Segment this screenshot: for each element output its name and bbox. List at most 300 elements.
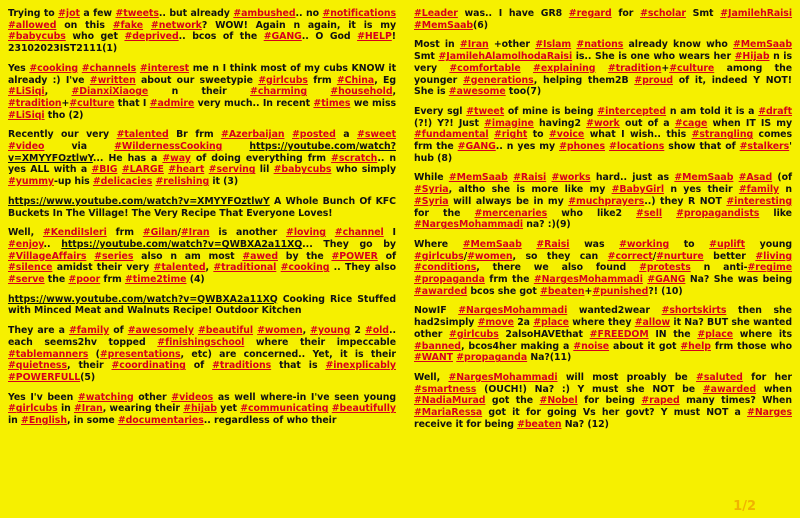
text-segment: ... He has a (92, 152, 163, 164)
text-segment: for (611, 8, 641, 19)
hashtag-link[interactable]: #Raisi (513, 172, 547, 184)
text-segment (522, 239, 537, 250)
hashtag-link[interactable]: #work (586, 117, 620, 129)
text-segment: .. bcos of the (178, 31, 264, 43)
hashtag-link[interactable]: #posted (291, 129, 336, 141)
hashtag-link[interactable]: #deprived (124, 31, 179, 43)
text-segment: (OUCH!) Na? :) Y must she NOT be (476, 383, 703, 395)
text-segment: .. n yes my (495, 141, 560, 153)
hashtag-link[interactable]: #WANT (414, 352, 454, 364)
text-segment: it Na? BUT she wanted other (414, 317, 792, 340)
url-link[interactable]: https://www.youtube.com/watch?v=XMYYFOztlwY (8, 195, 270, 207)
text-segment: , altho she is more like my (448, 184, 612, 196)
hashtag-link[interactable]: #girlcubs (449, 328, 499, 340)
hashtag-link[interactable]: #mercenaries (474, 207, 548, 219)
text-segment: to (669, 238, 710, 250)
text-segment: was.. I have GR8 (457, 8, 569, 19)
text-segment: what I wish.. this (584, 129, 692, 141)
hashtag-link[interactable]: #family (738, 184, 780, 196)
text-segment: / (652, 250, 657, 262)
text-segment: then she had2simply (414, 305, 792, 329)
text-segment: , Eg (374, 74, 397, 86)
text-segment: , (302, 325, 311, 337)
hashtag-link[interactable]: #traditions (212, 360, 272, 372)
text-segment: where they (568, 317, 635, 329)
hashtag-link[interactable]: #interest (139, 62, 190, 74)
hashtag-link[interactable]: #MemSaab (462, 238, 522, 250)
hashtag-link[interactable]: #POWERFULL (8, 371, 81, 383)
hashtag-link[interactable]: #raped (641, 395, 680, 407)
text-segment: got the (485, 395, 540, 407)
text-segment: + (661, 62, 670, 74)
hashtag-link[interactable]: #VillageAffairs (8, 250, 87, 262)
text-segment (326, 227, 335, 238)
hashtag-link[interactable]: #channels (81, 62, 137, 74)
hashtag-link[interactable]: #watching (77, 391, 134, 403)
hashtag-link[interactable]: #loving (286, 227, 326, 239)
hashtag-link[interactable]: #noise (573, 340, 610, 352)
hashtag-link[interactable]: #fake (112, 19, 144, 31)
hashtag-link[interactable]: #strangling (691, 129, 754, 141)
hashtag-link[interactable]: #GANG (263, 31, 302, 43)
hashtag-link[interactable]: #propagandists (676, 207, 760, 219)
text-segment: Where (414, 238, 463, 250)
hashtag-link[interactable]: #right (494, 129, 528, 141)
text-segment: , (392, 86, 396, 98)
text-segment: Yes I'v been (8, 391, 78, 403)
text-segment: among the younger (414, 62, 793, 86)
text-segment: who simply (331, 164, 397, 176)
tweet-paragraph (414, 305, 792, 364)
hashtag-link[interactable]: #beaten (517, 418, 562, 430)
hashtag-link[interactable]: #FREEDOM (589, 328, 649, 340)
hashtag-link[interactable]: #Leader (414, 8, 458, 19)
text-segment: Smt (414, 51, 439, 63)
hashtag-link[interactable]: #MariaRessa (414, 407, 483, 419)
text-segment: many times? When (679, 395, 792, 407)
text-segment: .. each seems2hv topped (8, 325, 396, 348)
hashtag-link[interactable]: #MemSaab (448, 172, 508, 184)
hashtag-link[interactable]: #Iran (180, 227, 210, 239)
hashtag-link[interactable]: #babycubs (8, 31, 66, 43)
hashtag-link[interactable]: #old (364, 325, 389, 337)
hashtag-link[interactable]: #awarded (702, 383, 757, 395)
hashtag-link[interactable]: #video (8, 141, 45, 153)
hashtag-link[interactable]: #WildernessCooking (114, 141, 223, 153)
hashtag-link[interactable]: #videos (171, 391, 214, 403)
text-segment: in (8, 415, 22, 427)
hashtag-link[interactable]: #serving (208, 164, 256, 176)
text-segment: will most proably be (557, 371, 697, 383)
hashtag-link[interactable]: #banned (414, 340, 461, 352)
text-segment: (6) (473, 19, 488, 31)
text-segment: too(7) (505, 86, 542, 98)
hashtag-link[interactable]: #women (257, 325, 303, 337)
hashtag-link[interactable]: #tablemanners (8, 348, 89, 360)
hashtag-link[interactable]: #LiSiqi (8, 86, 45, 98)
hashtag-link[interactable]: #HELP (357, 31, 392, 43)
hashtag-link[interactable]: #NargesMohammadi (448, 371, 558, 383)
text-segment: , (44, 86, 72, 98)
hashtag-link[interactable]: #tweets (115, 8, 159, 19)
hashtag-link[interactable]: #conditions (414, 262, 477, 274)
tweet-paragraph (414, 239, 792, 298)
hashtag-link[interactable]: #locations (609, 141, 665, 153)
hashtag-link[interactable]: #inexplicably (325, 360, 396, 372)
hashtag-link[interactable]: #smartness (414, 383, 477, 395)
text-segment: via (44, 141, 115, 153)
hashtag-link[interactable]: #traditional (213, 262, 277, 274)
text-segment: na? :)(9) (523, 219, 571, 231)
tweet-paragraph (8, 63, 396, 122)
text-segment: got it for going Vs her govt? Y must NOT a (482, 407, 748, 419)
hashtag-link[interactable]: #DianxiXiaoge (71, 86, 149, 98)
hashtag-link[interactable]: #regard (568, 8, 612, 19)
text-segment: They are a (8, 325, 69, 337)
hashtag-link[interactable]: #tweet (466, 105, 505, 117)
hashtag-link[interactable]: #Azerbaijan (221, 129, 285, 141)
text-segment: ' hub (8) (414, 141, 792, 164)
text-segment: better (703, 250, 756, 262)
hashtag-link[interactable]: #talented (153, 262, 206, 274)
hashtag-link[interactable]: #generations (462, 74, 534, 86)
hashtag-link[interactable]: #help (680, 340, 711, 352)
text-segment: amidst their very (52, 262, 154, 274)
tweet-paragraph (414, 8, 792, 31)
hashtag-link[interactable]: #yummy (8, 176, 54, 188)
text-segment: young (745, 238, 792, 250)
text-segment: on this (56, 19, 113, 31)
text-segment: we miss (350, 97, 396, 109)
hashtag-link[interactable]: #Asad (738, 172, 773, 184)
hashtag-link[interactable]: #tradition (8, 97, 62, 109)
hashtag-link[interactable]: #Raisi (536, 238, 570, 250)
hashtag-link[interactable]: #family (68, 325, 110, 337)
hashtag-link[interactable]: #KendiIsleri (42, 227, 107, 239)
text-segment: .. regardless of who their (203, 415, 337, 427)
hashtag-link[interactable]: #network (150, 19, 202, 31)
hashtag-link[interactable]: #written (89, 74, 136, 86)
text-segment: , (205, 262, 214, 274)
hashtag-link[interactable]: #awesomely (127, 325, 194, 337)
hashtag-link[interactable]: #English (21, 415, 67, 427)
text-segment: While (414, 172, 449, 184)
text-segment: that is (271, 360, 326, 372)
text-segment: frm (106, 227, 143, 239)
hashtag-link[interactable]: #culture (69, 97, 115, 109)
hashtag-link[interactable]: #place (697, 328, 734, 340)
tweet-paragraph (8, 294, 396, 317)
hashtag-link[interactable]: #intercepted (597, 105, 667, 117)
hashtag-link[interactable]: #explaining (533, 62, 596, 74)
hashtag-link[interactable]: #silence (8, 262, 53, 274)
hashtag-link[interactable]: #JamilehAlamolhodaRaisi (438, 51, 573, 63)
text-segment: Br frm (168, 129, 222, 141)
hashtag-link[interactable]: #NargesMohammadi (458, 305, 568, 317)
hashtag-link[interactable]: #POWER (331, 250, 378, 262)
text-segment: when IT IS my (707, 117, 793, 129)
hashtag-link[interactable]: #talented (116, 129, 169, 141)
hashtag-link[interactable]: #place (533, 317, 569, 329)
hashtag-link[interactable]: #voice (549, 129, 585, 141)
hashtag-link[interactable]: #notifications (322, 8, 396, 19)
hashtag-link[interactable]: #Gilan (142, 227, 178, 239)
hashtag-link[interactable]: #uplift (709, 238, 746, 250)
hashtag-link[interactable]: #girlcubs (414, 250, 464, 262)
url-link[interactable]: https://youtube.com/watch?v=QWBXA2a11XQ (61, 238, 303, 250)
hashtag-link[interactable]: #tradition (607, 62, 662, 74)
text-segment: n (779, 184, 793, 196)
text-segment: ? WOW! Again n again, it is my (201, 19, 397, 31)
text-segment: bcos she got (467, 285, 541, 297)
hashtag-link[interactable]: #China (336, 74, 375, 86)
text-segment: , in some (66, 415, 118, 427)
hashtag-link[interactable]: #BabyGirl (611, 184, 665, 196)
text-segment: for being (577, 395, 642, 407)
hashtag-link[interactable]: #way (162, 152, 191, 164)
hashtag-link[interactable]: #interesting (726, 195, 792, 207)
hashtag-link[interactable]: #Syria (414, 195, 449, 207)
hashtag-link[interactable]: #comfortable (449, 62, 521, 74)
hashtag-link[interactable]: #protests (639, 262, 691, 274)
hashtag-link[interactable]: #awesome (448, 86, 506, 98)
hashtag-link[interactable]: #enjoy (8, 238, 44, 250)
tweet-paragraph (8, 227, 396, 286)
hashtag-link[interactable]: #NadiaMurad (414, 395, 486, 407)
tweet-paragraph (8, 325, 396, 384)
hashtag-link[interactable]: #times (313, 97, 351, 109)
hashtag-link[interactable]: #hijab (183, 403, 217, 415)
text-segment: Recently our very (8, 129, 117, 141)
text-segment: n is very (414, 51, 792, 74)
text-segment: ?! (10) (648, 285, 683, 297)
text-segment: 2alsoHAVEthat (498, 328, 590, 340)
hashtag-link[interactable]: #awarded (414, 285, 468, 297)
hashtag-link[interactable]: #Narges (747, 407, 792, 419)
hashtag-link[interactable]: #Iran (459, 39, 489, 51)
hashtag-link[interactable]: #draft (758, 105, 792, 117)
hashtag-link[interactable]: #finishingschool (157, 336, 245, 348)
url-link[interactable]: https://www.youtube.com/watch?v=QWBXA2a11XQ (8, 293, 278, 305)
hashtag-link[interactable]: #babycubs (273, 164, 332, 176)
hashtag-link[interactable]: #allowed (8, 19, 57, 31)
hashtag-link[interactable]: #shortskirts (661, 305, 727, 317)
text-segment: 2a (513, 317, 534, 329)
hashtag-link[interactable]: #channel (334, 227, 384, 239)
text-segment: for the (414, 207, 475, 219)
text-segment: .. (43, 238, 62, 250)
hashtag-link[interactable]: #documentaries (117, 415, 204, 427)
hashtag-link[interactable]: #beaten (540, 285, 585, 297)
hashtag-link[interactable]: #cage (674, 117, 708, 129)
hashtag-link[interactable]: #Hijab (734, 51, 770, 63)
tweet-paragraph (414, 39, 792, 98)
hashtag-link[interactable]: #Syria (414, 184, 449, 196)
text-segment: (4) (186, 274, 205, 286)
hashtag-link[interactable]: #stalkers (739, 141, 790, 153)
text-segment: where their impeccable (244, 336, 396, 348)
text-segment: frm (100, 274, 125, 286)
hashtag-link[interactable]: #heart (168, 164, 205, 176)
hashtag-link[interactable]: #GANG (647, 274, 686, 286)
tweet-paragraph (8, 129, 396, 188)
hashtag-link[interactable]: #move (477, 317, 514, 329)
text-segment: having2 (533, 117, 587, 129)
tweet-paragraph (8, 8, 396, 55)
text-segment (662, 208, 676, 219)
text-segment: A Whole Bunch Of KFC Buckets In The Village! The Very Recipe That Everyone Loves! (8, 195, 396, 219)
text-segment: n anti- (690, 262, 748, 274)
hashtag-link[interactable]: #MemSaab (674, 172, 734, 184)
text-segment: + (584, 285, 593, 297)
text-segment: show that of (664, 141, 740, 153)
hashtag-link[interactable]: #culture (669, 62, 715, 74)
text-segment: .. (644, 195, 652, 207)
text-segment: frm the (484, 274, 534, 286)
text-segment: by the (278, 250, 332, 262)
hashtag-link[interactable]: #coordinating (111, 360, 186, 372)
hashtag-link[interactable]: #living (755, 250, 792, 262)
hashtag-link[interactable]: #propaganda (414, 274, 485, 286)
text-segment: Na? She was being (685, 274, 792, 286)
hashtag-link[interactable]: #sweet (357, 129, 397, 141)
text-segment: frm those who (710, 340, 793, 352)
hashtag-link[interactable]: #MemSaab (414, 19, 474, 31)
text-segment: , etc) are concerned.. Yet, it is their (180, 348, 396, 360)
hashtag-link[interactable]: #Iran (73, 403, 103, 415)
text-segment: Every sgl (414, 105, 467, 117)
hashtag-link[interactable]: #MemSaab (732, 39, 792, 51)
right-column (414, 8, 792, 518)
hashtag-link[interactable]: #ambushed (233, 8, 296, 19)
hashtag-link[interactable]: #imagine (484, 117, 534, 129)
text-segment: hard.. just as (590, 172, 675, 184)
text-segment: is another (209, 227, 287, 239)
hashtag-link[interactable]: #Islam (535, 39, 572, 51)
text-segment (595, 63, 607, 74)
text-segment: lil (255, 164, 274, 176)
hashtag-link[interactable]: #Nobel (539, 395, 578, 407)
hashtag-link[interactable]: #punished (592, 285, 649, 297)
hashtag-link[interactable]: #girlcubs (8, 403, 58, 415)
hashtag-link[interactable]: #saluted (696, 371, 743, 383)
hashtag-link[interactable]: #proud (634, 74, 673, 86)
hashtag-link[interactable]: #LARGE (121, 164, 164, 176)
text-segment: 2 (350, 325, 365, 337)
text-segment: .. n yes ALL with a (8, 152, 396, 176)
hashtag-link[interactable]: #young (310, 325, 351, 337)
hashtag-link[interactable]: #poor (68, 274, 101, 286)
hashtag-link[interactable]: #works (551, 172, 591, 184)
hashtag-link[interactable]: #cooking (280, 262, 330, 274)
text-segment: .. O God (301, 31, 358, 43)
text-segment: Most in (414, 39, 460, 51)
hashtag-link[interactable]: #allow (634, 317, 671, 329)
text-segment (86, 251, 94, 262)
text-segment: +other (488, 39, 536, 51)
hashtag-link[interactable]: #nurture (656, 250, 704, 262)
text-segment (143, 20, 151, 31)
text-segment: IN the (648, 328, 698, 340)
hashtag-link[interactable]: #serve (8, 274, 45, 286)
hashtag-link[interactable]: #quietness (8, 360, 67, 372)
hashtag-link[interactable]: #LiSiqi (8, 109, 45, 121)
text-segment (307, 86, 330, 97)
hashtag-link[interactable]: #NargesMohammadi (533, 274, 643, 286)
text-segment: Na?(11) (527, 352, 572, 364)
text-segment: , their (67, 360, 112, 372)
hashtag-link[interactable]: #JamilehRaisi (720, 8, 793, 19)
text-segment: is.. She is one who wears her (572, 51, 735, 63)
url-link[interactable]: https://youtube.com/watch?v=XMYYFOztlwY (8, 141, 396, 164)
hashtag-link[interactable]: #beautifully (331, 403, 396, 415)
hashtag-link[interactable]: #presentations (99, 348, 181, 360)
text-segment: , helping them2B (533, 74, 635, 86)
text-segment: n yes their (664, 184, 739, 196)
text-segment: (?!) Y?! Just (414, 117, 485, 129)
text-segment: out of a (619, 117, 675, 129)
hashtag-link[interactable]: #relishing (155, 176, 210, 188)
text-segment: other (133, 391, 172, 403)
hashtag-link[interactable]: #women (467, 250, 513, 262)
hashtag-link[interactable]: #beautiful (197, 325, 254, 337)
text-segment: (5) (80, 371, 96, 383)
text-segment (222, 141, 249, 152)
hashtag-link[interactable]: #girlcubs (258, 74, 308, 86)
hashtag-link[interactable]: #fundamental (414, 129, 489, 141)
hashtag-link[interactable]: #household (330, 86, 393, 98)
hashtag-link[interactable]: #sell (636, 207, 663, 219)
hashtag-link[interactable]: #communicating (240, 403, 329, 415)
hashtag-link[interactable]: #BIG (91, 164, 118, 176)
text-segment: NowIF (414, 305, 459, 317)
hashtag-link[interactable]: #regime (747, 262, 793, 274)
text-segment: (of (772, 172, 793, 184)
text-segment: Yes (8, 62, 30, 74)
hashtag-link[interactable]: #time2time (124, 274, 187, 286)
text-segment: wanted2wear (567, 305, 662, 317)
text-segment: ( (88, 348, 100, 360)
hashtag-link[interactable]: #scholar (640, 8, 686, 19)
text-segment: will always be in my (448, 195, 569, 207)
hashtag-link[interactable]: #awed (242, 250, 279, 262)
text-segment: ... They go by (302, 238, 396, 250)
hashtag-link[interactable]: #correct (607, 250, 653, 262)
text-segment: Well, (414, 371, 449, 383)
hashtag-link[interactable]: #phones (559, 141, 606, 153)
hashtag-link[interactable]: #jot (58, 8, 80, 19)
text-segment (521, 63, 533, 74)
hashtag-link[interactable]: #charming (250, 86, 307, 98)
text-segment: that I (114, 97, 150, 109)
text-segment: in (57, 403, 74, 415)
hashtag-link[interactable]: #NargesMohammadi (414, 219, 524, 231)
text-segment: of (377, 250, 397, 262)
hashtag-link[interactable]: #nations (576, 39, 624, 51)
tweet-paragraph (8, 392, 396, 427)
text-segment (285, 129, 292, 140)
hashtag-link[interactable]: #muchprayers (568, 195, 645, 207)
hashtag-link[interactable]: #working (619, 238, 670, 250)
hashtag-link[interactable]: #GANG (457, 141, 496, 153)
text-segment: + (61, 97, 70, 109)
hashtag-link[interactable]: #admire (149, 97, 195, 109)
hashtag-link[interactable]: #propaganda (456, 352, 528, 364)
hashtag-link[interactable]: #series (94, 250, 134, 262)
hashtag-link[interactable]: #cooking (29, 62, 79, 74)
hashtag-link[interactable]: #delicacies (92, 176, 153, 188)
hashtag-link[interactable]: #scratch (331, 152, 378, 164)
